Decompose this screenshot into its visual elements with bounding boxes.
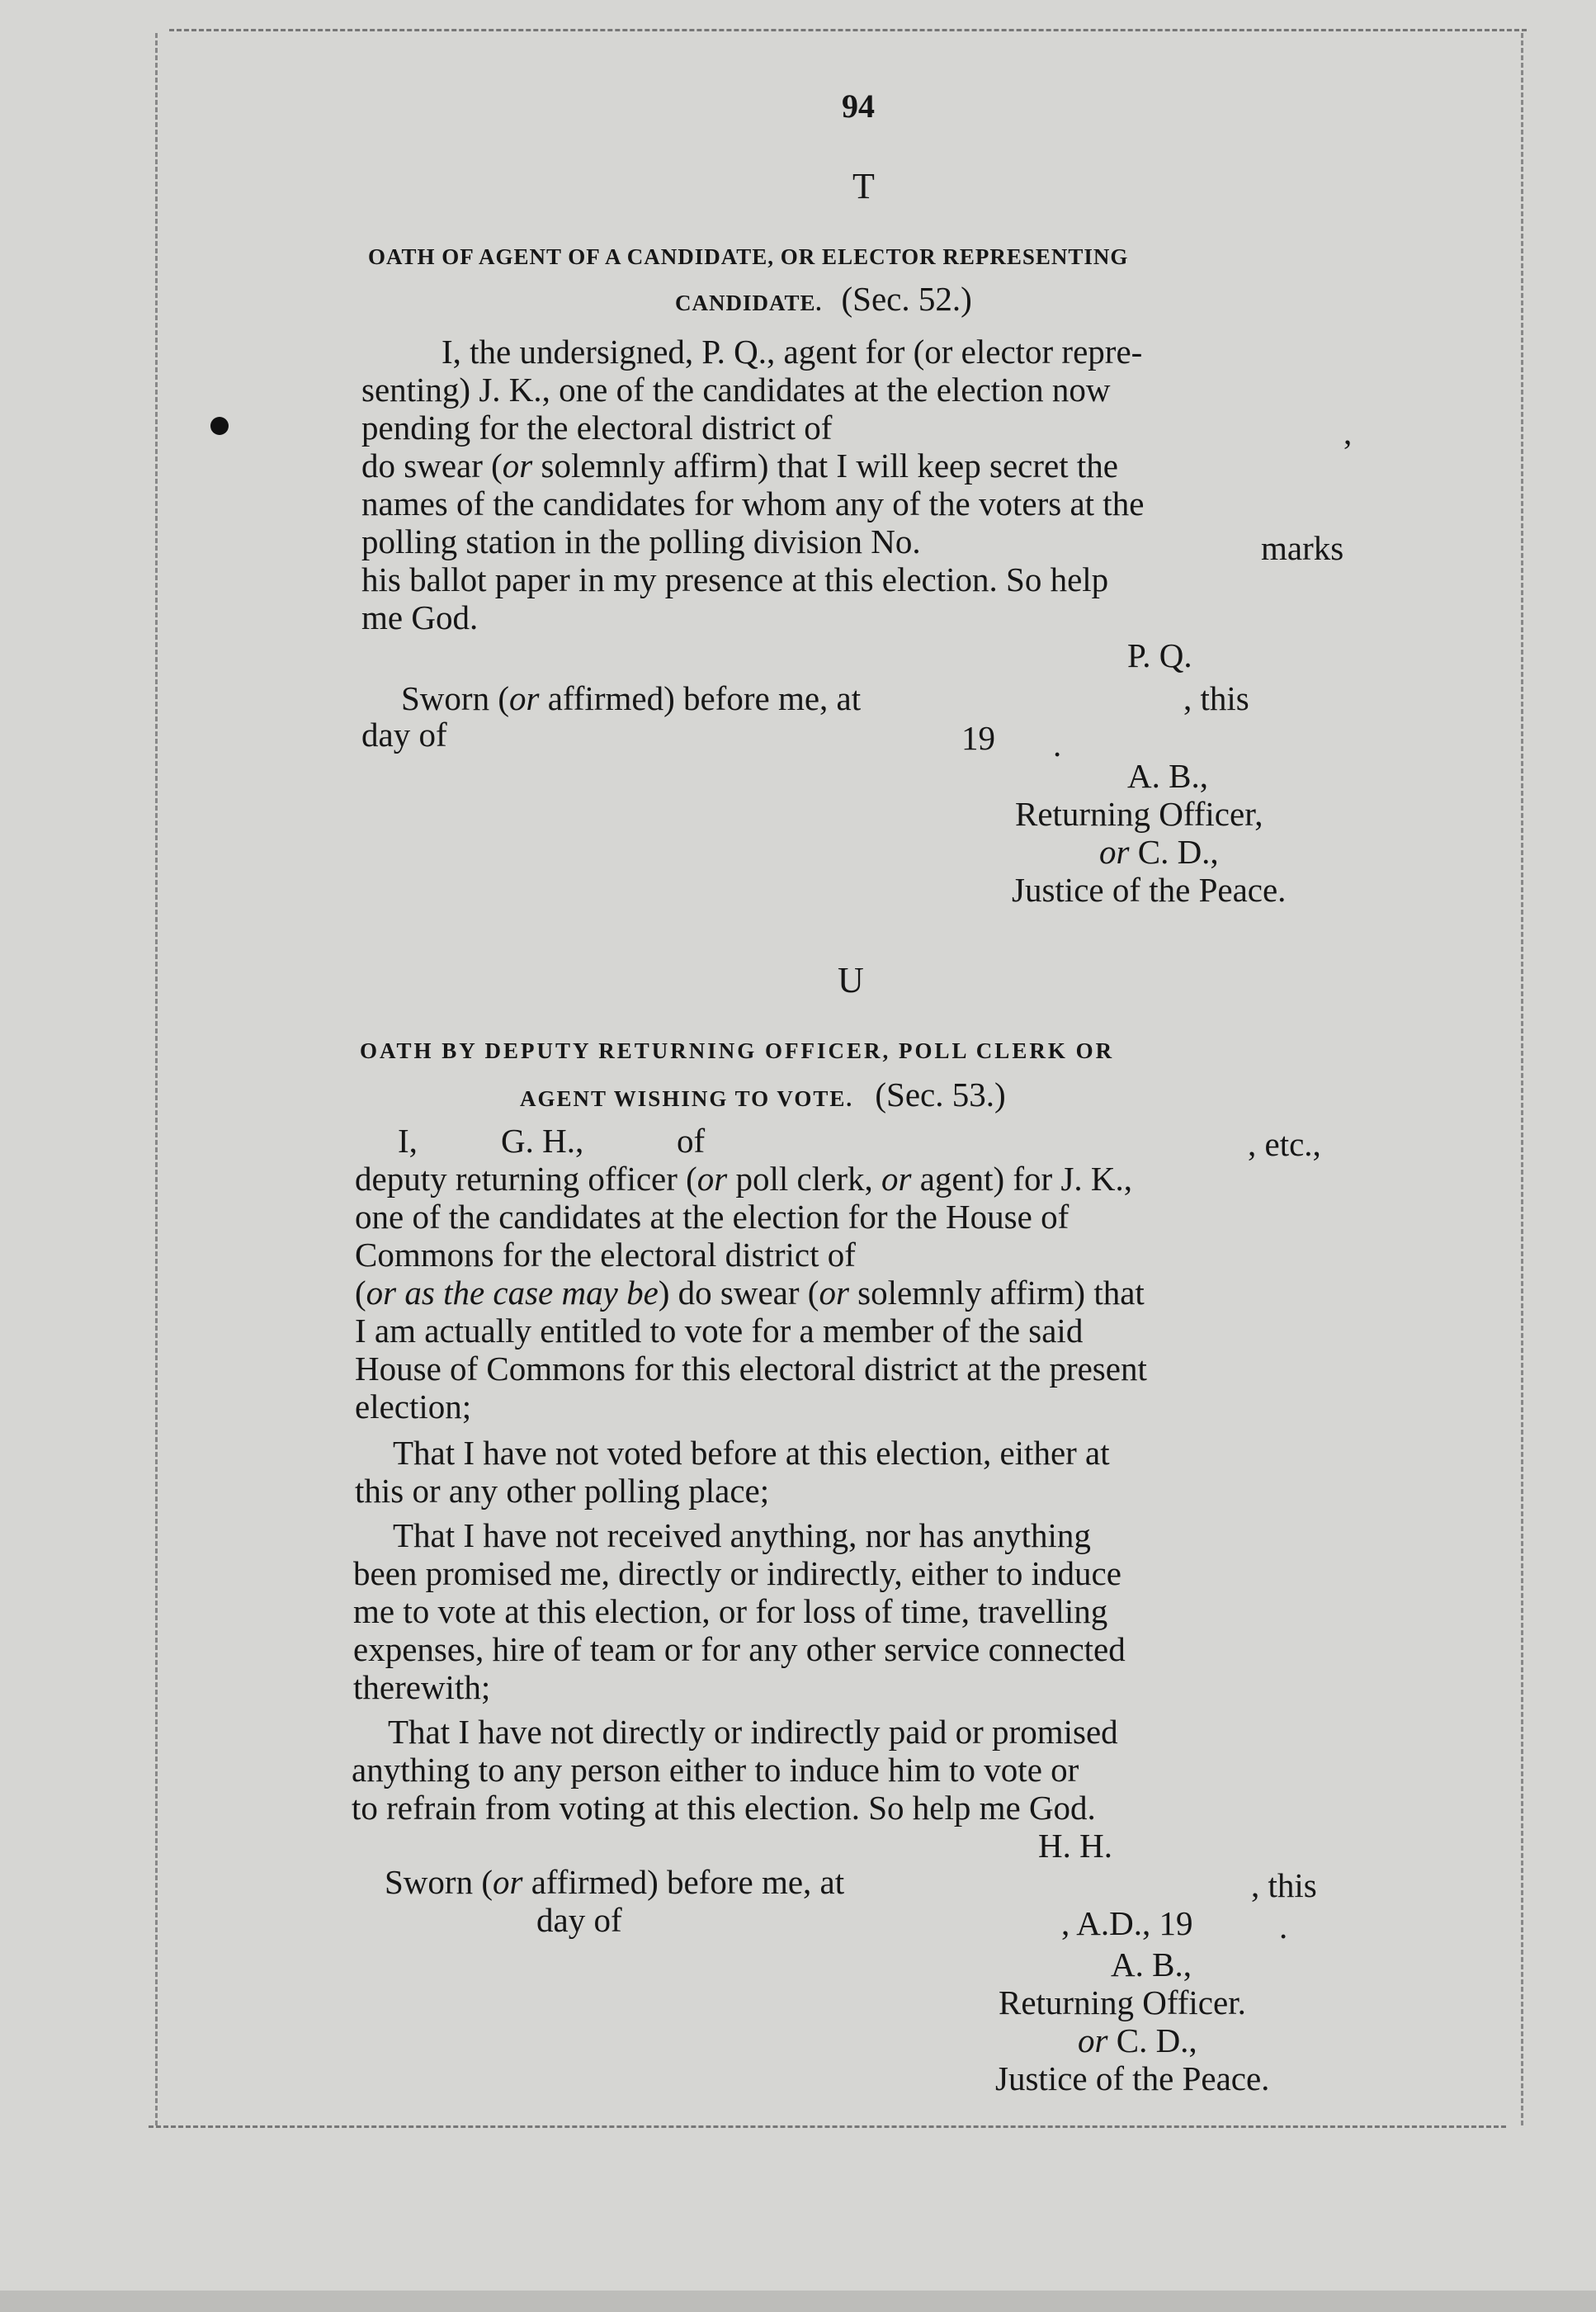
form-u-day-of: day of <box>536 1901 622 1939</box>
form-u-heading-line1: OATH BY DEPUTY RETURNING OFFICER, POLL CLERK OR <box>360 1038 1115 1063</box>
form-u-letter: U <box>838 960 864 1000</box>
form-u-para2-line: That I have not voted before at this election, either at <box>393 1434 1110 1472</box>
form-u-line: House of Commons for this electoral district at the present <box>355 1350 1147 1388</box>
form-u-ad-year: , A.D., 19 <box>1061 1904 1193 1942</box>
form-u-para4-line: That I have not directly or indirectly paid or promised <box>388 1713 1118 1751</box>
form-u-para3-line: That I have not received anything, nor has anything <box>393 1516 1091 1554</box>
form-u-deponent: H. H. <box>1038 1827 1112 1865</box>
form-u-opening-i: I, <box>398 1122 418 1160</box>
form-t-day-of: day of <box>361 716 447 754</box>
form-t-line: senting) J. K., one of the candidates at the election now <box>361 371 1111 409</box>
form-u-officer-title: Returning Officer. <box>999 1983 1246 2021</box>
form-t-line: pending for the electoral district of <box>361 409 833 447</box>
form-t-deponent: P. Q. <box>1127 636 1192 674</box>
form-u-para3-line: me to vote at this election, or for loss of time, travelling <box>353 1592 1108 1630</box>
form-u-para4-line: to refrain from voting at this election. So help me God. <box>352 1789 1096 1827</box>
form-u-para3-line: expenses, hire of team or for any other service connected <box>353 1630 1126 1668</box>
form-u-heading-line2: AGENT WISHING TO VOTE. (Sec. 53.) <box>520 1076 1006 1113</box>
form-t-heading-line2: CANDIDATE. (Sec. 52.) <box>675 280 972 318</box>
form-u-sworn-this: , this <box>1251 1866 1317 1904</box>
frame-border-right <box>1521 33 1523 2125</box>
frame-border-bottom <box>149 2125 1506 2128</box>
form-u-section-ref: (Sec. 53.) <box>875 1076 1006 1113</box>
form-t-line: names of the candidates for whom any of the voters at the <box>361 485 1145 522</box>
form-u-line: Commons for the electoral district of <box>355 1236 856 1274</box>
form-u-year-dot: . <box>1279 1908 1288 1946</box>
form-u-opening-of: of <box>677 1122 706 1160</box>
form-t-line: I, the undersigned, P. Q., agent for (or elector repre- <box>441 333 1143 371</box>
form-u-para2-line: this or any other polling place; <box>355 1472 770 1510</box>
form-t-alt-name: or C. D., <box>1099 833 1219 871</box>
form-t-letter: T <box>852 166 875 206</box>
form-t-year-dot: . <box>1053 726 1062 764</box>
form-u-officer-name: A. B., <box>1111 1946 1192 1983</box>
margin-dot <box>210 417 229 435</box>
form-t-alt-title: Justice of the Peace. <box>1012 871 1287 909</box>
form-u-line: election; <box>355 1388 472 1425</box>
form-u-alt-name: or C. D., <box>1078 2021 1197 2059</box>
form-t-sworn-text: Sworn (or affirmed) before me, at <box>401 679 862 717</box>
form-u-line: one of the candidates at the election for the House of <box>355 1198 1070 1236</box>
form-t-section-ref: (Sec. 52.) <box>841 280 972 318</box>
page-number: 94 <box>842 87 875 125</box>
form-u-line: deputy returning officer (or poll clerk, or agent) for J. K., <box>355 1160 1133 1198</box>
form-u-opening-name: G. H., <box>501 1122 584 1160</box>
form-t-marks: marks <box>1261 529 1344 567</box>
form-t-line: his ballot paper in my presence at this election. So help <box>361 560 1109 598</box>
form-t-officer-name: A. B., <box>1127 757 1208 795</box>
form-u-alt-title: Justice of the Peace. <box>995 2059 1270 2097</box>
frame-border-left <box>155 33 158 2125</box>
form-t-heading-line1: OATH OF AGENT OF A CANDIDATE, OR ELECTOR REPRESENTING <box>368 244 1129 269</box>
form-u-line: (or as the case may be) do swear (or solemnly affirm) that <box>355 1274 1145 1312</box>
form-t-line: me God. <box>361 598 479 636</box>
form-u-para4-line: anything to any person either to induce him to vote or <box>352 1751 1079 1789</box>
form-t-line: polling station in the polling division No. <box>361 522 921 560</box>
form-u-para3-line: therewith; <box>353 1668 491 1706</box>
form-t-comma-blank: , <box>1343 414 1353 452</box>
form-t-line: do swear (or solemnly affirm) that I will keep secret the <box>361 447 1118 485</box>
form-u-line: I am actually entitled to vote for a member of the said <box>355 1312 1084 1350</box>
form-t-officer-title: Returning Officer, <box>1015 795 1263 833</box>
form-t-year: 19 <box>961 719 995 757</box>
form-t-sworn-this: , this <box>1183 679 1249 717</box>
form-u-opening-etc: , etc., <box>1248 1125 1321 1163</box>
form-u-para3-line: been promised me, directly or indirectly, either to induce <box>353 1554 1121 1592</box>
frame-border-top <box>169 29 1527 31</box>
form-u-sworn-text: Sworn (or affirmed) before me, at <box>385 1863 845 1901</box>
scan-bottom-edge <box>0 2291 1596 2312</box>
